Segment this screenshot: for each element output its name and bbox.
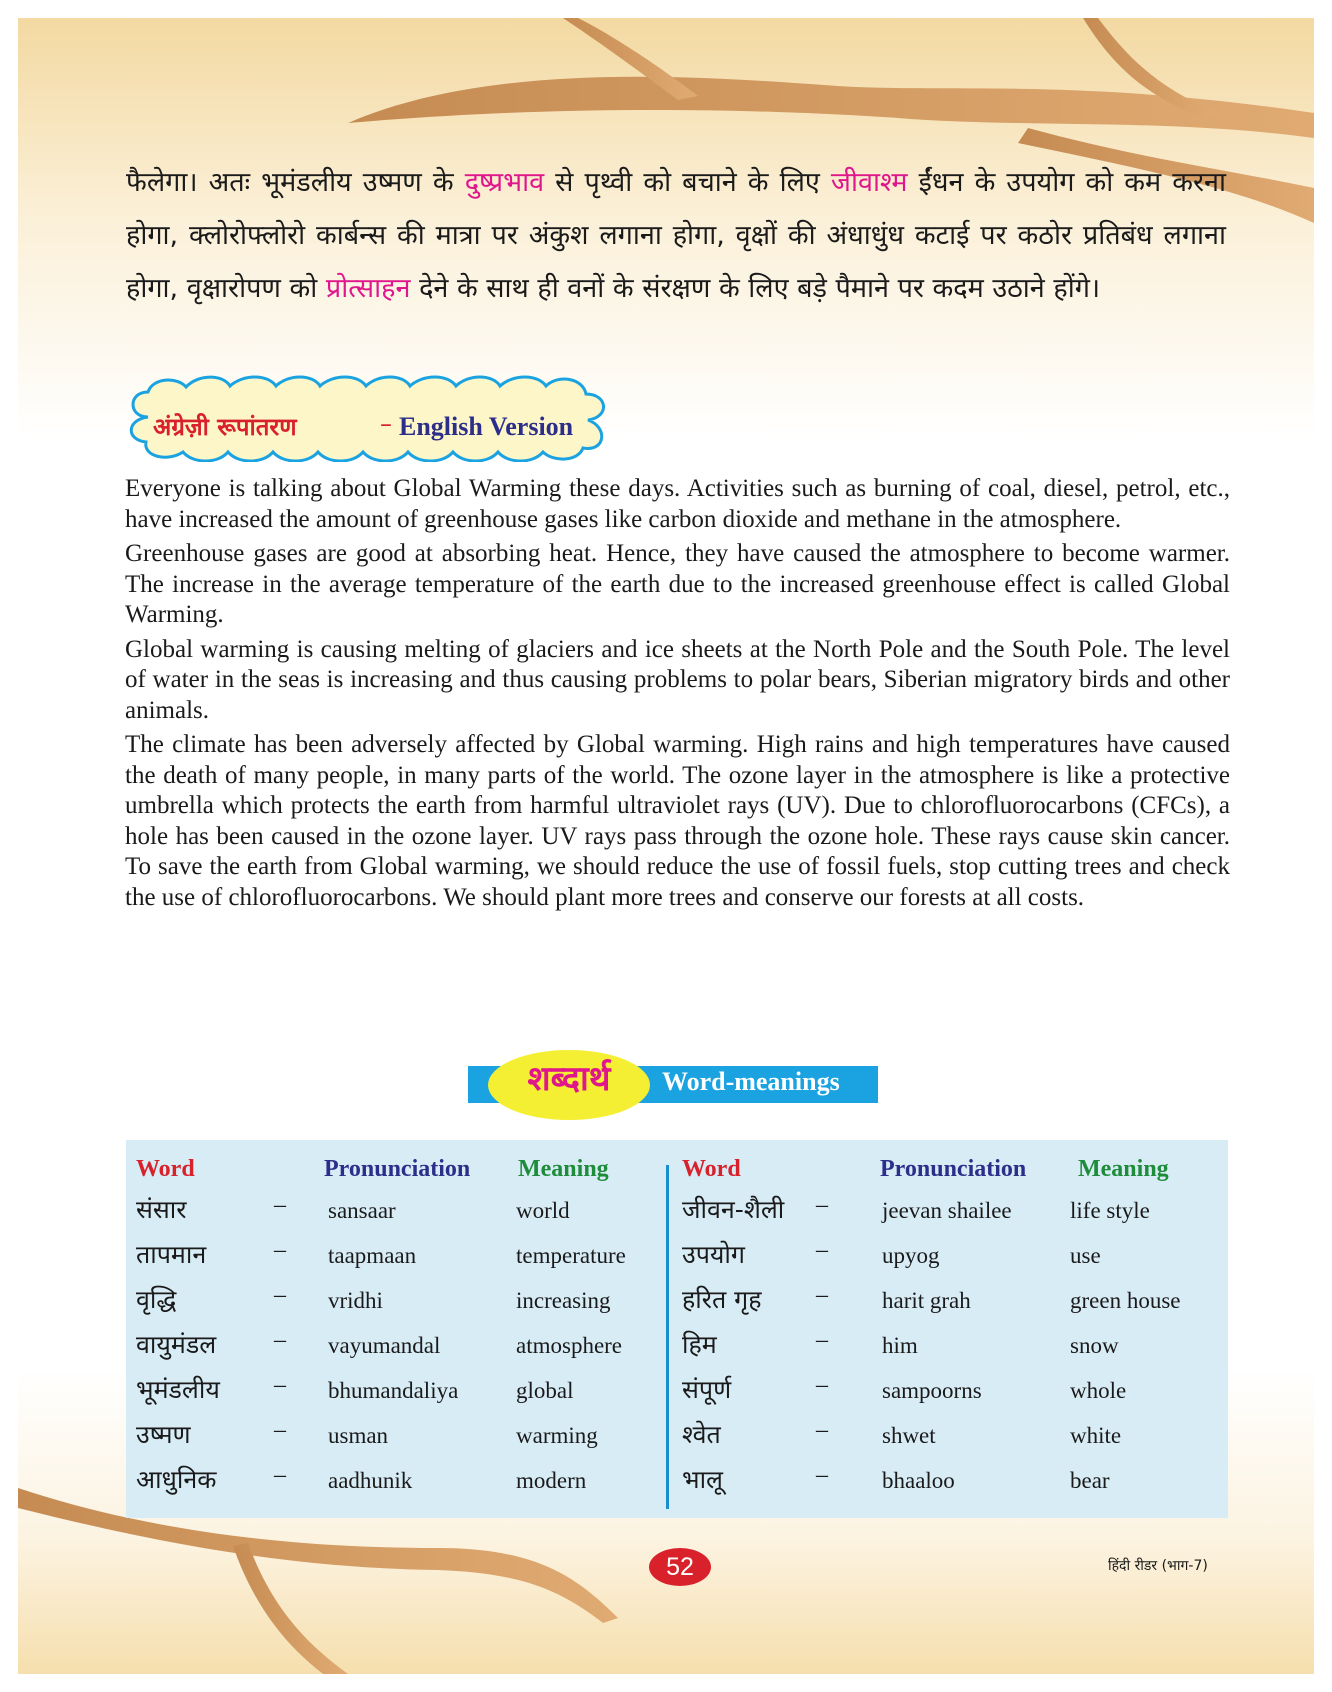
pronunciation-cell: bhumandaliya	[328, 1378, 459, 1403]
word-cell: संसार	[136, 1195, 187, 1224]
hindi-text: देने के साथ ही वनों के संरक्षण के लिए बड़े पैमाने पर कदम उठाने होंगे।	[410, 273, 1101, 304]
page-number: 52	[649, 1548, 711, 1586]
pronunciation-cell: upyog	[882, 1243, 940, 1268]
word-meanings-hindi-label: शब्दार्थ	[527, 1059, 611, 1099]
right-word-header: Word	[682, 1156, 741, 1182]
table-row	[126, 1327, 1228, 1372]
dash-cell: –	[816, 1327, 828, 1353]
word-meanings-label: Word-meanings	[662, 1067, 840, 1096]
hindi-highlight: प्रोत्साहन	[325, 273, 411, 304]
pronunciation-cell: vayumandal	[328, 1333, 441, 1358]
dash-cell: –	[816, 1282, 828, 1308]
table-row	[126, 1282, 1228, 1327]
top-branch	[348, 77, 1314, 138]
dash-cell: –	[274, 1327, 286, 1353]
pronunciation-cell: vridhi	[328, 1288, 383, 1313]
english-paragraph: Everyone is talking about Global Warming these days. Activities such as burning of coal, diesel, petrol, etc., have increased the amount of greenhouse gases like carbon dioxide and methane in the atmosphere.	[125, 475, 1230, 533]
pronunciation-cell: shwet	[882, 1423, 936, 1448]
meaning-cell: snow	[1070, 1333, 1119, 1358]
english-version-dash: –	[380, 410, 392, 438]
hindi-text: फैलेगा। अतः भूमंडलीय उष्मण के	[126, 167, 465, 198]
hindi-highlight: जीवाश्म	[830, 167, 908, 198]
english-paragraph: Greenhouse gases are good at absorbing heat. Hence, they have caused the atmosphere to become warmer. The increase in the average temperature of the earth due to the increased greenhouse effect is called Global Warming.	[125, 540, 1230, 628]
dash-cell: –	[816, 1462, 828, 1488]
page	[18, 18, 1314, 1674]
pronunciation-cell: bhaaloo	[882, 1468, 955, 1493]
meaning-cell: green house	[1070, 1288, 1181, 1313]
pronunciation-cell: sampoorns	[882, 1378, 982, 1403]
dash-cell: –	[816, 1237, 828, 1263]
right-pronunciation-header: Pronunciation	[880, 1156, 1027, 1182]
footer-book-title: हिंदी रीडर (भाग-7)	[1108, 1558, 1208, 1574]
word-cell: आधुनिक	[136, 1465, 217, 1494]
dash-cell: –	[274, 1237, 286, 1263]
table-row	[126, 1462, 1228, 1507]
pronunciation-cell: him	[882, 1333, 918, 1358]
word-cell: उपयोग	[682, 1240, 745, 1269]
dash-cell: –	[274, 1372, 286, 1398]
word-cell: श्वेत	[682, 1420, 721, 1449]
meaning-cell: warming	[516, 1423, 598, 1448]
pronunciation-cell: harit grah	[882, 1288, 971, 1313]
meaning-cell: global	[516, 1378, 574, 1403]
left-pronunciation-header: Pronunciation	[324, 1156, 471, 1182]
hindi-text: ईंधन के उपयोग को कम करना होगा, क्लोरोफ्लोरो कार्बन्स की मात्रा पर अंकुश लगाना होगा, वृक्षों की अंधाधुंध कटाई पर कठोर प्रतिबंध लगाना होगा, वृक्षारोपण को	[126, 167, 1227, 304]
word-cell: वृद्धि	[136, 1285, 177, 1314]
meaning-cell: modern	[516, 1468, 587, 1493]
meaning-cell: whole	[1070, 1378, 1127, 1403]
table-row	[126, 1417, 1228, 1462]
dash-cell: –	[816, 1192, 828, 1218]
english-version-label: English Version	[399, 412, 574, 441]
meaning-cell: atmosphere	[516, 1333, 623, 1358]
hindi-paragraph	[126, 156, 1226, 315]
pronunciation-cell: sansaar	[328, 1198, 396, 1223]
pronunciation-cell: usman	[328, 1423, 389, 1448]
word-cell: तापमान	[136, 1240, 207, 1269]
dash-cell: –	[816, 1372, 828, 1398]
word-cell: भालू	[682, 1465, 724, 1494]
dash-cell: –	[274, 1192, 286, 1218]
word-cell: हरित गृह	[682, 1285, 762, 1314]
left-word-header: Word	[136, 1156, 195, 1182]
pronunciation-cell: jeevan shailee	[882, 1198, 1012, 1223]
right-meaning-header: Meaning	[1078, 1156, 1169, 1182]
table-column-divider	[666, 1165, 669, 1509]
pronunciation-cell: aadhunik	[328, 1468, 413, 1493]
word-cell: हिम	[682, 1330, 717, 1359]
meaning-cell: white	[1070, 1423, 1122, 1448]
table-row	[126, 1372, 1228, 1417]
english-version-hindi-label: अंग्रेज़ी रूपांतरण	[153, 413, 297, 441]
table-row	[126, 1237, 1228, 1282]
word-meanings-table	[126, 1140, 1228, 1518]
meaning-cell: increasing	[516, 1288, 611, 1313]
meaning-cell: bear	[1070, 1468, 1110, 1493]
hindi-highlight: दुष्प्रभाव	[464, 167, 545, 198]
left-meaning-header: Meaning	[518, 1156, 609, 1182]
meaning-cell: temperature	[516, 1243, 626, 1268]
word-cell: उष्मण	[136, 1420, 191, 1449]
english-paragraph: Global warming is causing melting of glaciers and ice sheets at the North Pole and the South Pole. The level of water in the seas is increasing and thus causing problems to polar bears, Siberian migratory birds and other animals.	[125, 635, 1230, 724]
word-cell: संपूर्ण	[682, 1375, 732, 1404]
meaning-cell: world	[516, 1198, 570, 1223]
word-cell: जीवन-शैली	[682, 1195, 785, 1224]
dash-cell: –	[816, 1417, 828, 1443]
pronunciation-cell: taapmaan	[328, 1243, 417, 1268]
dash-cell: –	[274, 1282, 286, 1308]
english-text	[125, 474, 1230, 917]
meaning-cell: life style	[1070, 1198, 1150, 1223]
word-cell: वायुमंडल	[136, 1330, 217, 1359]
dash-cell: –	[274, 1417, 286, 1443]
meaning-cell: use	[1070, 1243, 1101, 1268]
word-cell: भूमंडलीय	[136, 1375, 220, 1404]
table-row	[126, 1192, 1228, 1237]
hindi-text: से पृथ्वी को बचाने के लिए	[544, 167, 831, 198]
english-paragraph: The climate has been adversely affected by Global warming. High rains and high temperatures have caused the death of many people, in many parts of the world. The ozone layer in the atmosphere is like a protective umbrella which protects the earth from harmful ultraviolet rays (UV). Due to chlorofluorocarbons (CFCs), a hole has been caused in the ozone layer. UV rays pass through the ozone hole. These rays cause skin cancer. To save the earth from Global warming, we should reduce the use of fossil fuels, stop cutting trees and check the use of chlorofluorocarbons. We should plant more trees and conserve our forests at all costs.	[125, 731, 1230, 911]
dash-cell: –	[274, 1462, 286, 1488]
